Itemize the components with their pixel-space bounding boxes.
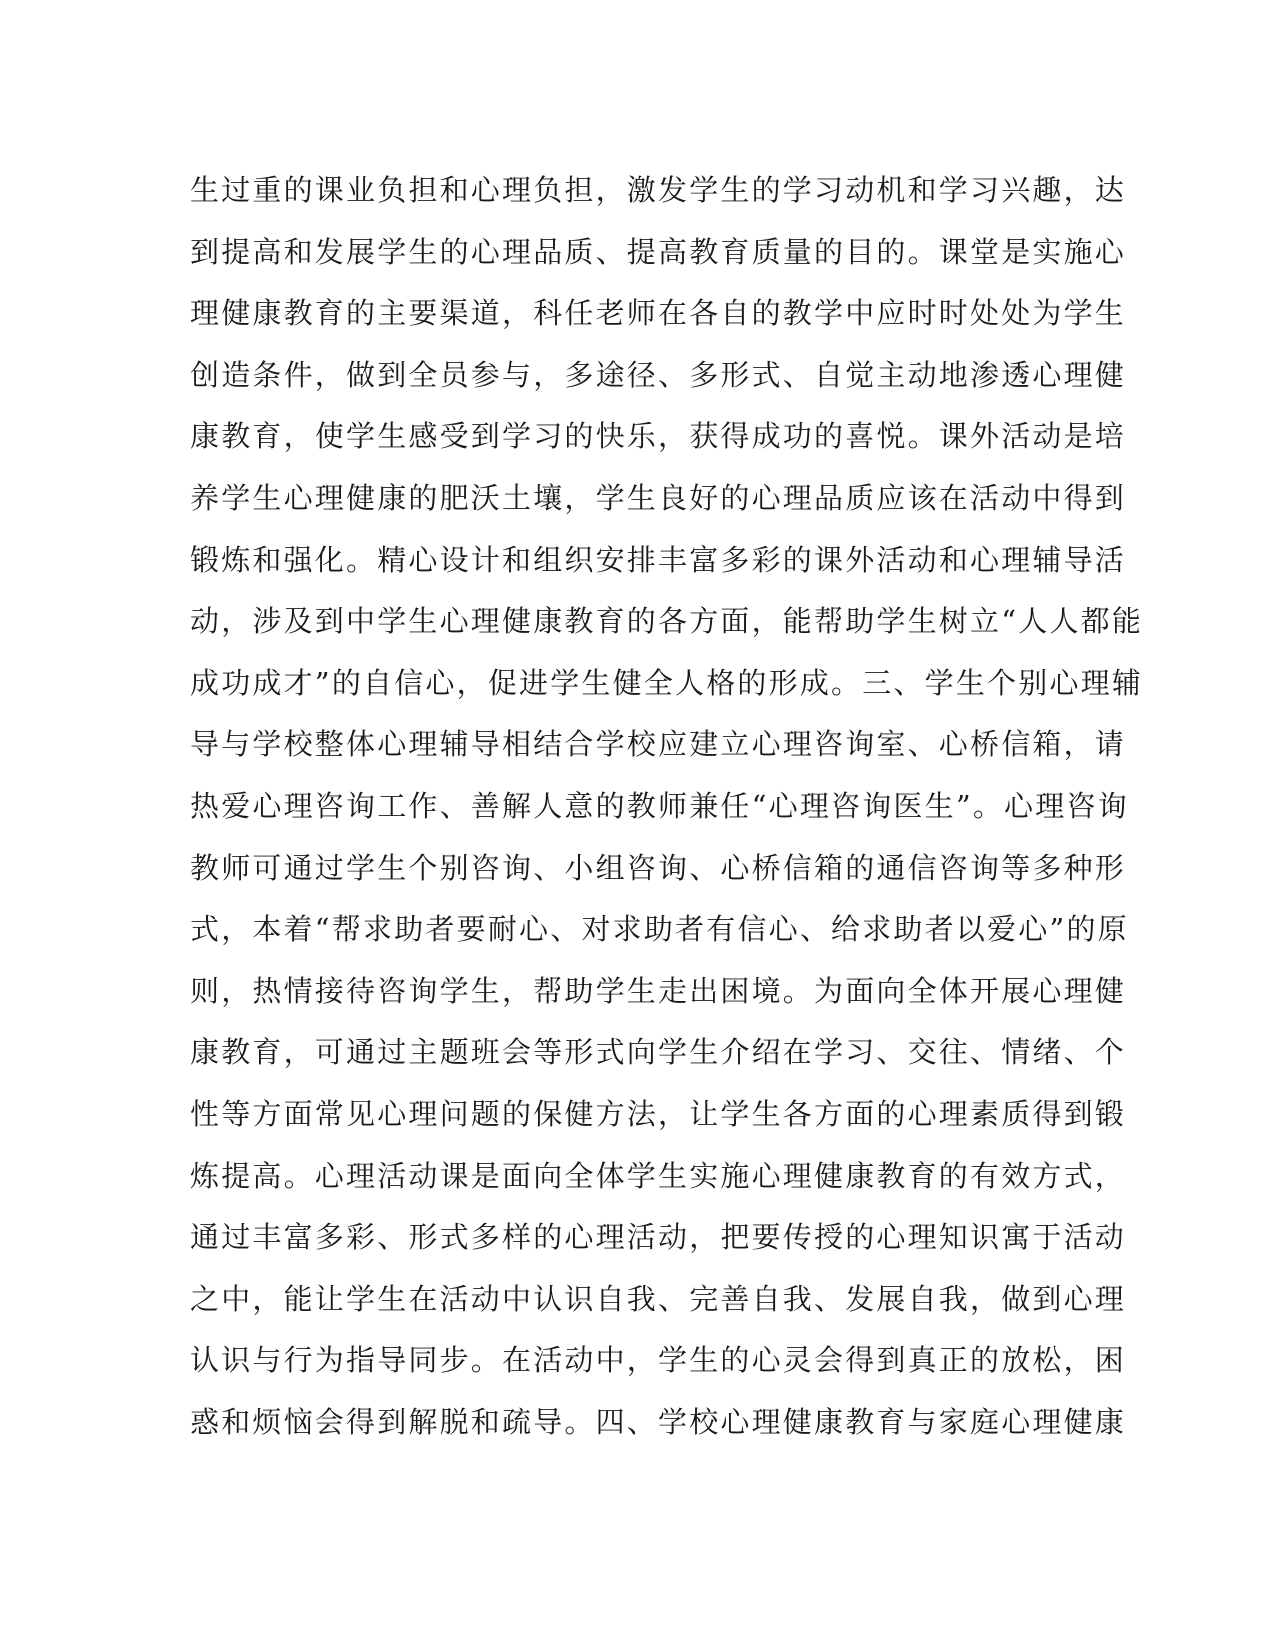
text-line: 则，热情接待咨询学生，帮助学生走出困境。为面向全体开展心理健 xyxy=(190,973,1127,1008)
text-line: 成功成才”的自信心，促进学生健全人格的形成。三、学生个别心理辅 xyxy=(190,665,1144,700)
text-line: 式，本着“帮求助者要耐心、对求助者有信心、给求助者以爱心”的原 xyxy=(190,912,1129,947)
text-line: 导与学校整体心理辅导相结合学校应建立心理咨询室、心桥信箱，请 xyxy=(190,727,1127,762)
text-line: 动，涉及到中学生心理健康教育的各方面，能帮助学生树立“人人都能 xyxy=(190,604,1144,639)
body-text xyxy=(190,160,1144,1453)
text-line: 认识与行为指导同步。在活动中，学生的心灵会得到真正的放松，困 xyxy=(190,1343,1127,1378)
text-line: 热爱心理咨询工作、善解人意的教师兼任“心理咨询医生”。心理咨询 xyxy=(190,788,1129,823)
text-line: 到提高和发展学生的心理品质、提高教育质量的目的。课堂是实施心 xyxy=(190,234,1127,269)
text-line: 生过重的课业负担和心理负担，激发学生的学习动机和学习兴趣，达 xyxy=(190,173,1127,207)
text-line: 通过丰富多彩、形式多样的心理活动，把要传授的心理知识寓于活动 xyxy=(190,1220,1127,1255)
text-line: 性等方面常见心理问题的保健方法，让学生各方面的心理素质得到锻 xyxy=(190,1096,1127,1131)
text-line: 锻炼和强化。精心设计和组织安排丰富多彩的课外活动和心理辅导活 xyxy=(190,542,1127,577)
text-line: 教师可通过学生个别咨询、小组咨询、心桥信箱的通信咨询等多种形 xyxy=(190,850,1127,885)
text-line: 康教育，使学生感受到学习的快乐，获得成功的喜悦。课外活动是培 xyxy=(190,419,1127,454)
text-line: 养学生心理健康的肥沃土壤，学生良好的心理品质应该在活动中得到 xyxy=(190,480,1127,515)
text-line: 炼提高。心理活动课是面向全体学生实施心理健康教育的有效方式， xyxy=(190,1158,1127,1193)
text-line: 惑和烦恼会得到解脱和疏导。四、学校心理健康教育与家庭心理健康 xyxy=(190,1404,1127,1439)
text-line: 康教育，可通过主题班会等形式向学生介绍在学习、交往、情绪、个 xyxy=(190,1035,1127,1070)
text-line: 创造条件，做到全员参与，多途径、多形式、自觉主动地渗透心理健 xyxy=(190,357,1127,392)
text-line: 之中，能让学生在活动中认识自我、完善自我、发展自我，做到心理 xyxy=(190,1281,1127,1316)
text-line: 理健康教育的主要渠道，科任老师在各自的教学中应时时处处为学生 xyxy=(190,296,1127,331)
